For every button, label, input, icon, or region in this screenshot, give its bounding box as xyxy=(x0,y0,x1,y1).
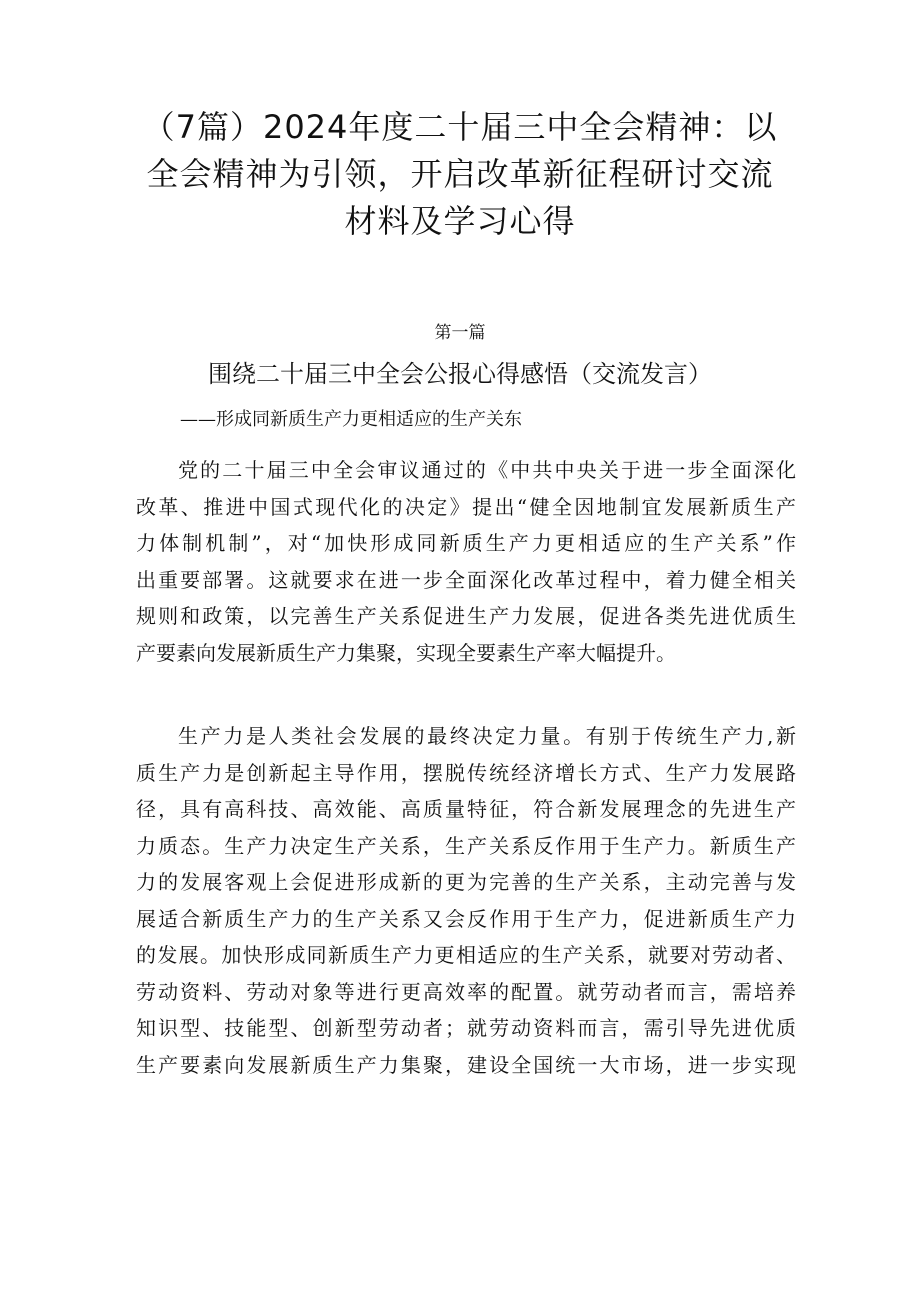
paragraph-line: 改革、推进中国式现代化的决定》提出“健全因地制宜发展新质生产 xyxy=(136,494,796,519)
paragraph-line: 规则和政策，以完善生产关系促进生产力发展，促进各类先进优质生 xyxy=(136,604,796,628)
paragraph-line: 劳动资料、劳动对象等进行更高效率的配置。就劳动者而言，需培养 xyxy=(136,979,796,1004)
document-title-line: 全会精神为引领，开启改革新征程研讨交流 xyxy=(146,155,774,193)
body-paragraph xyxy=(136,452,796,671)
document-title xyxy=(120,104,800,245)
section-label: 第一篇 xyxy=(434,323,486,343)
paragraph-line: 展适合新质生产力的生产关系又会反作用于生产力，促进新质生产力 xyxy=(136,906,796,931)
section-heading: 围绕二十届三中全会公报心得感悟（交流发言） xyxy=(208,360,712,388)
body-paragraph xyxy=(136,718,796,1083)
document-title-line: 材料及学习心得 xyxy=(344,202,576,240)
paragraph-line: 产要素向发展新质生产力集聚，实现全要素生产率大幅提升。 xyxy=(136,640,676,665)
document-title-line: （7篇）2024年度二十届三中全会精神：以 xyxy=(142,108,778,146)
paragraph-line: 质生产力是创新起主导作用，摆脱传统经济增长方式、生产力发展路 xyxy=(136,760,796,785)
paragraph-line: 力质态。生产力决定生产关系，生产关系反作用于生产力。新质生产 xyxy=(136,833,796,858)
paragraph-line: 径，具有高科技、高效能、高质量特征，符合新发展理念的先进生产 xyxy=(136,797,796,821)
section-subtitle: ——形成同新质生产力更相适应的生产关东 xyxy=(180,409,522,430)
paragraph-line: 生产力是人类社会发展的最终决定力量。有别于传统生产力,新 xyxy=(178,724,796,748)
paragraph-line: 出重要部署。这就要求在进一步全面深化改革过程中，着力健全相关 xyxy=(136,567,796,592)
paragraph-line: 知识型、技能型、创新型劳动者；就劳动资料而言，需引导先进优质 xyxy=(136,1016,796,1040)
paragraph-line: 生产要素向发展新质生产力集聚，建设全国统一大市场，进一步实现 xyxy=(136,1052,796,1077)
paragraph-line: 的发展。加快形成同新质生产力更相适应的生产关系，就要对劳动者、 xyxy=(136,943,796,967)
paragraph-line: 力的发展客观上会促进形成新的更为完善的生产关系，主动完善与发 xyxy=(136,870,796,894)
paragraph-line: 力体制机制”，对“加快形成同新质生产力更相适应的生产关系”作 xyxy=(136,531,796,555)
paragraph-line: 党的二十届三中全会审议通过的《中共中央关于进一步全面深化 xyxy=(178,458,796,482)
